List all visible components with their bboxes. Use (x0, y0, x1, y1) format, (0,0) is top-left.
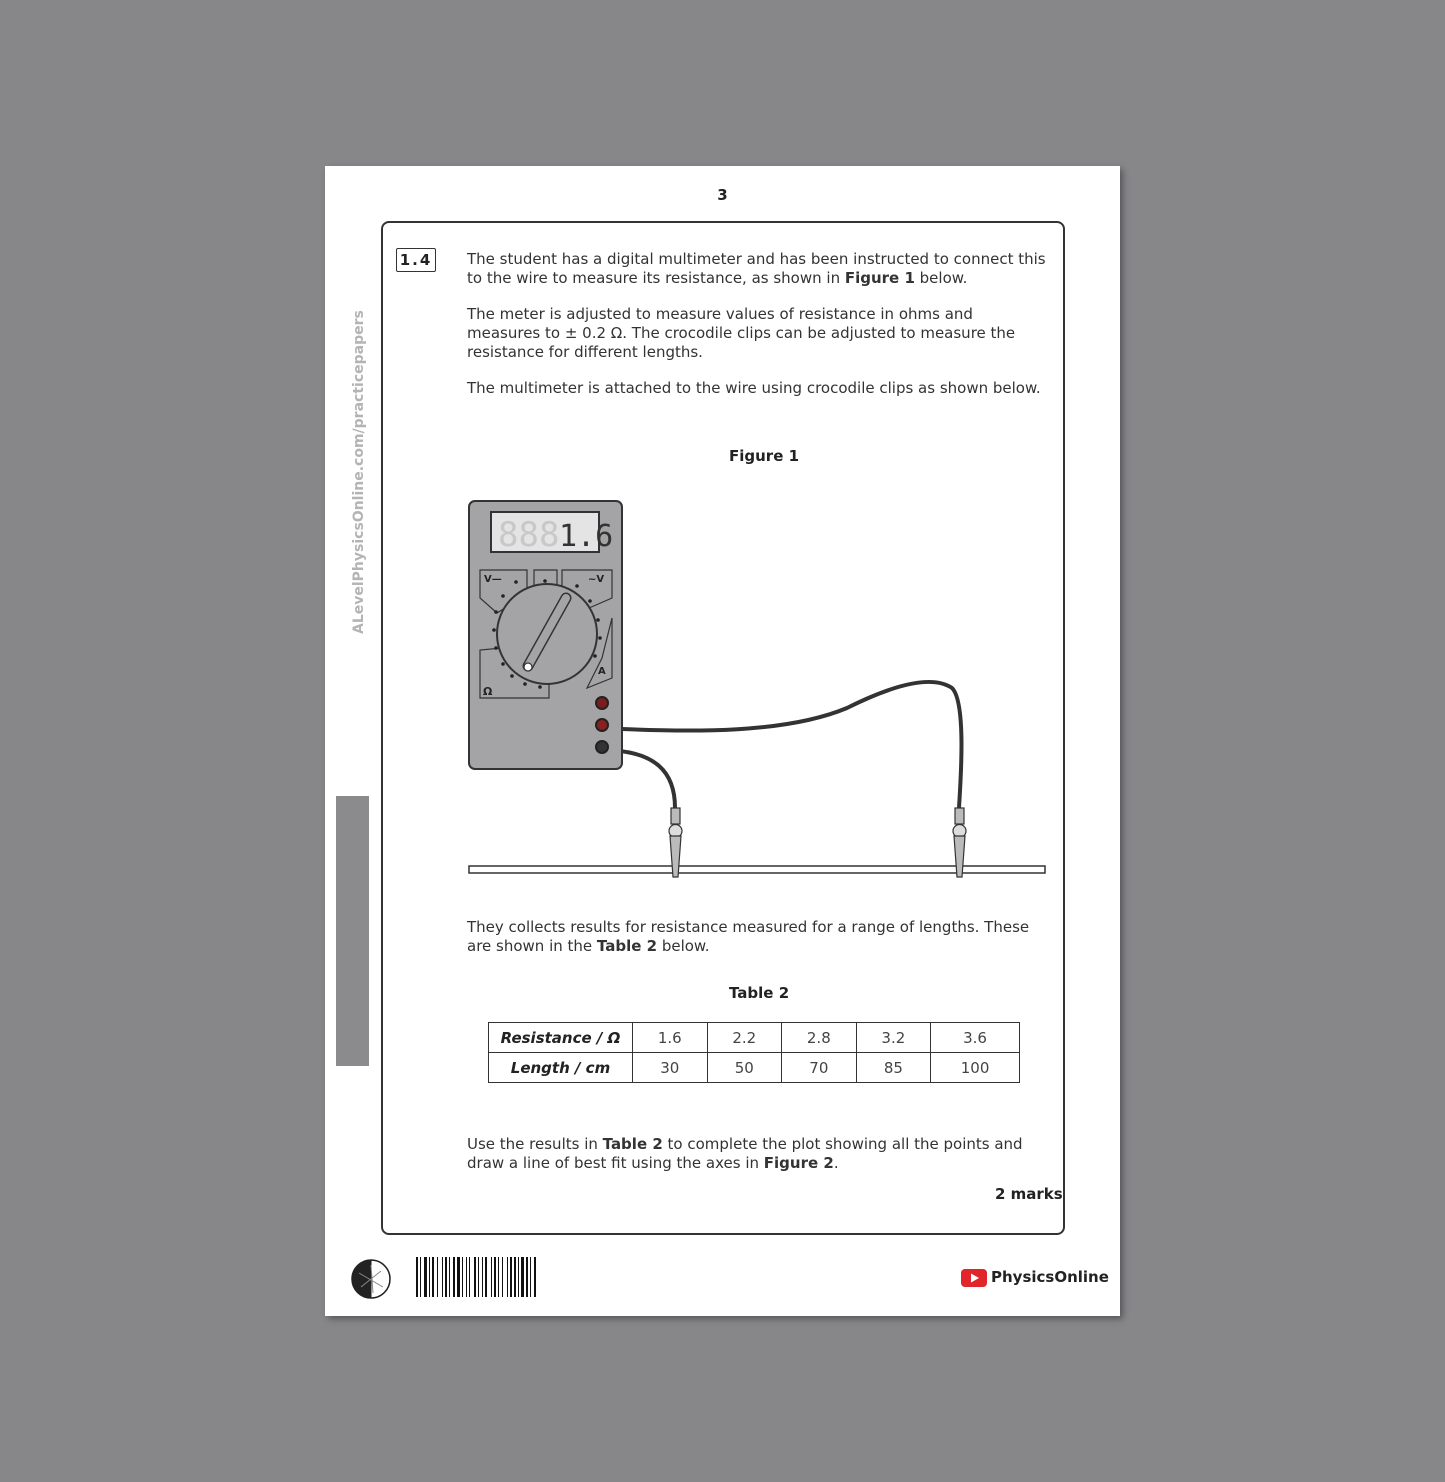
table-cell: 100 (931, 1053, 1020, 1083)
paragraph-intro (467, 250, 1047, 288)
table-cell: 50 (707, 1053, 782, 1083)
side-url-text: ALevelPhysicsOnline.com/practicepapers (351, 310, 367, 634)
table-cell: 3.6 (931, 1023, 1020, 1053)
socket-red (596, 719, 608, 731)
question-box (381, 221, 1065, 1235)
paragraph-intro-end: below. (914, 269, 968, 287)
table-cell: 3.2 (856, 1023, 931, 1053)
display-reading: 1.6 (559, 519, 614, 554)
exam-page (325, 166, 1120, 1316)
figure-ref-2: Figure 2 (763, 1154, 834, 1172)
side-url (339, 310, 367, 636)
paragraph-instruction (467, 1135, 1057, 1173)
label-ohms: Ω (483, 685, 493, 698)
table-cell: 2.2 (707, 1023, 782, 1053)
instruction-text-2: to complete the plot showing all the points and draw a line of best fit using the axes in (467, 1135, 1023, 1172)
table-caption: Table 2 (729, 984, 790, 1002)
table-cell: 70 (782, 1053, 857, 1083)
socket-black (596, 741, 608, 753)
youtube-icon (961, 1269, 987, 1287)
row-header: Length / cm (489, 1053, 633, 1083)
paragraph-results-end: below. (657, 937, 710, 955)
paragraph-intro-text: The student has a digital multimeter and has been instructed to connect this to the wire to measure its resistance, as shown in (467, 250, 1046, 287)
figure-ref: Figure 1 (844, 269, 915, 287)
table-cell: 85 (856, 1053, 931, 1083)
table-row (489, 1053, 1020, 1083)
marks-label: 2 marks (995, 1185, 1063, 1203)
paragraph-meter: The meter is adjusted to measure values of resistance in ohms and measures to ± 0.2 Ω. The crocodile clips can be adjusted to measure the resistance for different lengths. (467, 305, 1016, 361)
instruction-text-1: Use the results in (467, 1135, 603, 1153)
paragraph-results-text: They collects results for resistance measured for a range of lengths. These are shown in the (467, 918, 1030, 955)
figure-1-diagram (467, 498, 1051, 888)
question-number: 1.4 (396, 248, 436, 272)
table-ref-2: Table 2 (602, 1135, 663, 1153)
label-amps: A (598, 666, 606, 677)
display-ghost-digits: 888 (498, 515, 560, 555)
results-table (488, 1022, 1020, 1083)
side-margin-bar (336, 796, 369, 1066)
page-number: 3 (717, 186, 728, 204)
table-cell: 2.8 (782, 1023, 857, 1053)
table-cell: 1.6 (633, 1023, 708, 1053)
figure-caption: Figure 1 (729, 447, 800, 465)
instruction-text-3: . (833, 1154, 839, 1172)
brand-name: PhysicsOnline (991, 1268, 1109, 1286)
table-ref: Table 2 (596, 937, 658, 955)
paragraph-results (467, 918, 1052, 956)
paragraph-attach: The multimeter is attached to the wire using crocodile clips as shown below. (467, 379, 1041, 397)
red-lead (601, 682, 962, 808)
label-v-dc: V— (484, 574, 502, 585)
socket-top (596, 697, 608, 709)
logo-icon (351, 1259, 391, 1299)
brand (961, 1266, 1109, 1290)
label-v-ac: ~V (588, 574, 605, 585)
barcode (416, 1257, 582, 1297)
multimeter (469, 501, 622, 769)
table-cell: 30 (633, 1053, 708, 1083)
table-row (489, 1023, 1020, 1053)
row-header: Resistance / Ω (489, 1023, 633, 1053)
